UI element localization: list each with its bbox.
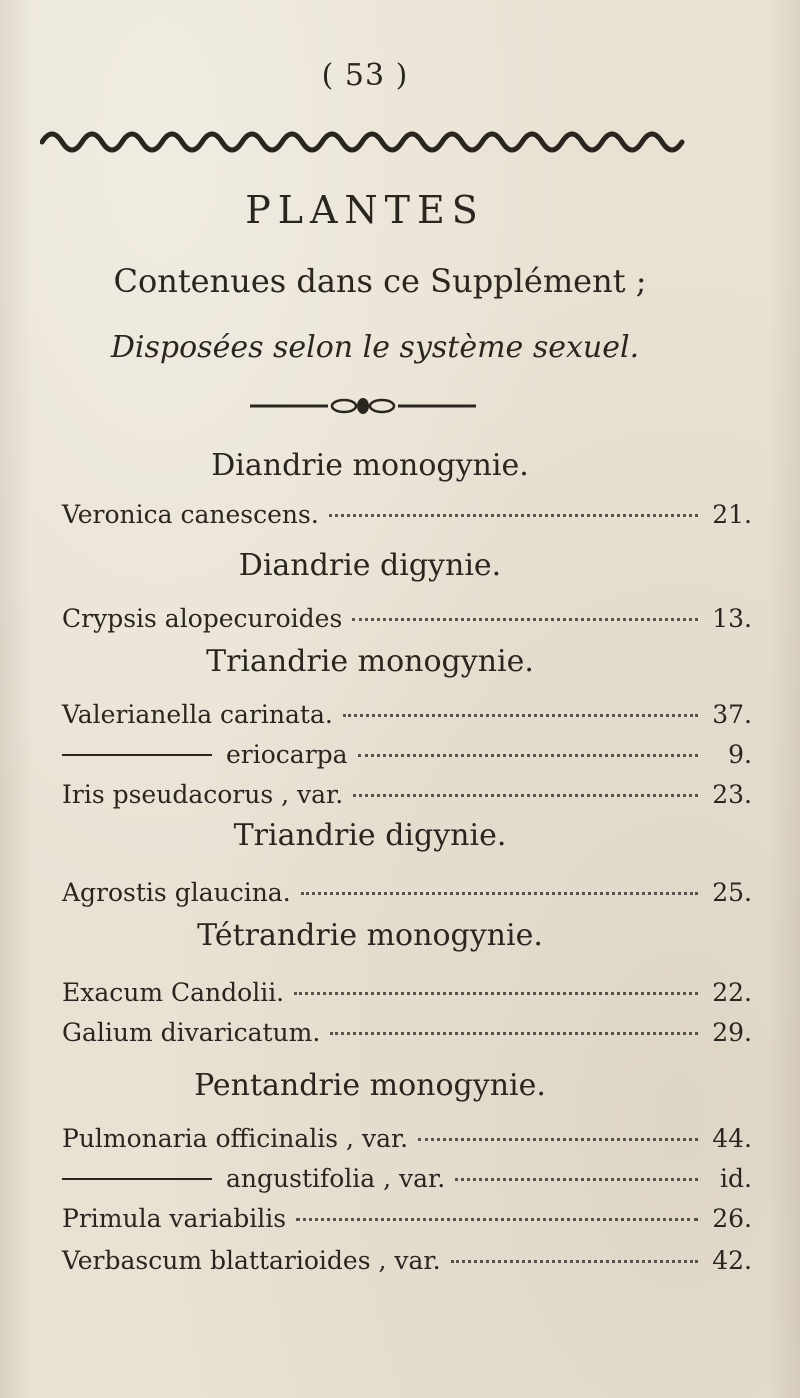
decorative-rule-icon [248, 396, 478, 416]
page-title: PLANTES [245, 188, 485, 232]
plant-name: Verbascum blattarioides , var. [62, 1246, 441, 1275]
ditto-rule [62, 754, 212, 756]
section-heading: Triandrie digynie. [233, 818, 507, 853]
plant-name: Iris pseudacorus , var. [62, 780, 344, 809]
page-reference: 23. [712, 780, 752, 809]
dot-leader [343, 714, 698, 717]
page-number: ( 53 ) [321, 58, 409, 93]
section-heading: Triandrie monogynie. [206, 644, 534, 679]
list-item [62, 500, 752, 536]
page-reference: 13. [712, 604, 752, 633]
list-item [62, 1124, 752, 1160]
list-item [62, 780, 752, 816]
plant-name: Crypsis alopecuroides [62, 604, 343, 633]
list-item [62, 1018, 752, 1054]
subtitle-italic: Disposées selon le système sexuel. [110, 330, 640, 365]
subtitle: Contenues dans ce Supplément ; [113, 262, 647, 300]
list-item [62, 978, 752, 1014]
list-item [62, 1204, 752, 1240]
page-reference: 9. [728, 740, 752, 769]
page-reference: id. [720, 1164, 752, 1193]
page-reference: 21. [712, 500, 752, 529]
plant-name: eriocarpa [226, 740, 348, 769]
dot-leader [329, 514, 698, 517]
dot-leader [352, 618, 698, 621]
page-reference: 29. [712, 1018, 752, 1047]
list-item [62, 878, 752, 914]
section-heading: Diandrie monogynie. [211, 448, 529, 483]
list-item [62, 604, 752, 640]
page-reference: 37. [712, 700, 752, 729]
page-reference: 42. [712, 1246, 752, 1275]
dot-leader [455, 1178, 698, 1181]
dot-leader [294, 992, 698, 995]
page-reference: 22. [712, 978, 752, 1007]
ditto-rule [62, 1178, 212, 1180]
page-reference: 26. [712, 1204, 752, 1233]
plant-name: Exacum Candolii. [62, 978, 285, 1007]
dot-leader [358, 754, 698, 757]
plant-name: Primula variabilis [62, 1204, 287, 1233]
plant-name: Valerianella carinata. [62, 700, 333, 729]
page-reference: 25. [712, 878, 752, 907]
section-heading: Pentandrie monogynie. [194, 1068, 546, 1103]
plant-name: Pulmonaria officinalis , var. [62, 1124, 409, 1153]
dot-leader [353, 794, 698, 797]
list-item [62, 740, 752, 776]
section-heading: Diandrie digynie. [238, 548, 502, 583]
dot-leader [451, 1260, 698, 1263]
plant-name: Galium divaricatum. [62, 1018, 321, 1047]
dot-leader [301, 892, 698, 895]
page-reference: 44. [712, 1124, 752, 1153]
list-item [62, 700, 752, 736]
dot-leader [418, 1138, 698, 1141]
list-item [62, 1164, 752, 1200]
list-item [62, 1246, 752, 1282]
plant-name: Agrostis glaucina. [62, 878, 291, 907]
plant-name: Veronica canescens. [62, 500, 319, 529]
section-heading: Tétrandrie monogynie. [197, 918, 543, 953]
plant-name: angustifolia , var. [226, 1164, 446, 1193]
dot-leader [296, 1218, 698, 1221]
wavy-ornament-icon [40, 118, 690, 162]
dot-leader [330, 1032, 698, 1035]
